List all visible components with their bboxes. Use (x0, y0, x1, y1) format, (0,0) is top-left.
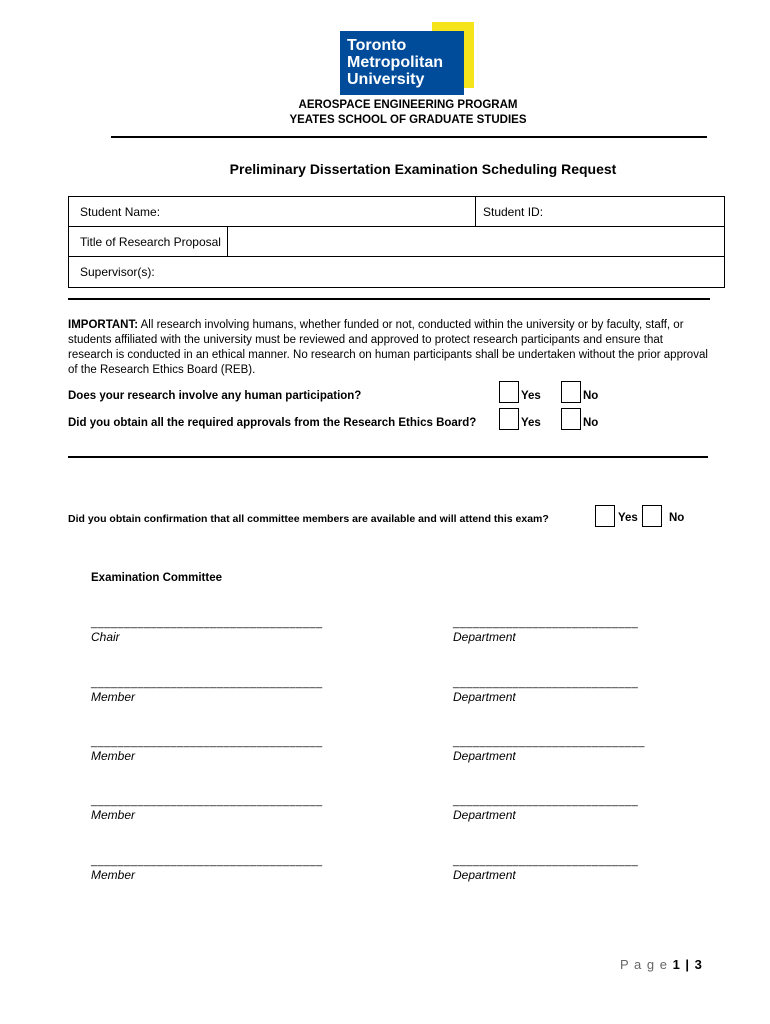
university-logo (340, 31, 464, 95)
member2-department-label: Department (453, 749, 516, 763)
q2-no-checkbox[interactable] (561, 408, 581, 430)
student-row (69, 197, 724, 227)
question-human-participation: Does your research involve any human participation? (68, 390, 362, 402)
page-number (620, 957, 703, 972)
logo-line-1: Toronto (347, 37, 407, 54)
important-lead: IMPORTANT: (68, 319, 139, 331)
question-reb-approval: Did you obtain all the required approvals from the Research Ethics Board? (68, 417, 477, 429)
section-divider (68, 298, 710, 300)
important-notice (68, 318, 708, 378)
cell-divider (475, 197, 476, 226)
member3-department-line[interactable]: ____________________________ (453, 795, 639, 807)
member4-department-label: Department (453, 868, 516, 882)
member1-department-line[interactable]: ____________________________ (453, 677, 639, 689)
page-count: 1 | 3 (672, 957, 703, 972)
q1-yes-label: Yes (521, 390, 541, 402)
q1-no-label: No (583, 390, 599, 402)
logo-line-2: Metropolitan (347, 54, 443, 71)
chair-department-label: Department (453, 630, 516, 644)
important-body: All research involving humans, whether funded or not, conducted within the university or by faculty, staff, or students affiliated with the university must be reviewed and approved to protect research participants and ensure that research is conducted in an ethical manner. No research on human participants shall be undertaken without the prior approval of the Research Ethics Board (REB). (68, 319, 708, 376)
student-id-label: Student ID: (483, 205, 544, 219)
chair-signature-line[interactable]: ___________________________________ (91, 617, 323, 629)
form-title: Preliminary Dissertation Examination Scheduling Request (229, 161, 617, 177)
header-divider (111, 136, 707, 138)
member1-signature-line[interactable]: ___________________________________ (91, 677, 323, 689)
chair-label: Chair (91, 630, 120, 644)
page-word: P a g e (620, 957, 668, 972)
q3-no-label: No (669, 512, 685, 524)
question-committee-availability: Did you obtain confirmation that all committee members are available and will attend this exam? (68, 513, 549, 525)
member1-label: Member (91, 690, 136, 704)
student-info-table (68, 196, 725, 288)
member3-label: Member (91, 808, 136, 822)
logo-line-3: University (347, 71, 425, 88)
questions-divider (68, 456, 708, 458)
member2-label: Member (91, 749, 136, 763)
member4-label: Member (91, 868, 136, 882)
member4-signature-line[interactable]: ___________________________________ (91, 855, 323, 867)
q3-yes-label: Yes (618, 512, 638, 524)
member2-department-line[interactable]: _____________________________ (453, 736, 645, 748)
member4-department-line[interactable]: ____________________________ (453, 855, 639, 867)
member2-signature-line[interactable]: ___________________________________ (91, 736, 323, 748)
member1-department-label: Department (453, 690, 516, 704)
chair-department-line[interactable]: ____________________________ (453, 617, 639, 629)
supervisor-row (69, 257, 724, 287)
q1-yes-checkbox[interactable] (499, 381, 519, 403)
research-title-label: Title of Research Proposal (80, 235, 221, 249)
q3-yes-checkbox[interactable] (595, 505, 615, 527)
member3-signature-line[interactable]: ___________________________________ (91, 795, 323, 807)
supervisor-label: Supervisor(s): (80, 265, 155, 279)
cell-divider (227, 227, 228, 256)
q1-no-checkbox[interactable] (561, 381, 581, 403)
q3-no-checkbox[interactable] (642, 505, 662, 527)
q2-yes-label: Yes (521, 417, 541, 429)
research-title-row (69, 227, 724, 257)
q2-yes-checkbox[interactable] (499, 408, 519, 430)
student-name-label: Student Name: (80, 205, 161, 219)
program-name: AEROSPACE ENGINEERING PROGRAM (298, 99, 518, 111)
q2-no-label: No (583, 417, 599, 429)
school-name: YEATES SCHOOL OF GRADUATE STUDIES (289, 114, 527, 126)
committee-heading: Examination Committee (91, 572, 222, 584)
member3-department-label: Department (453, 808, 516, 822)
